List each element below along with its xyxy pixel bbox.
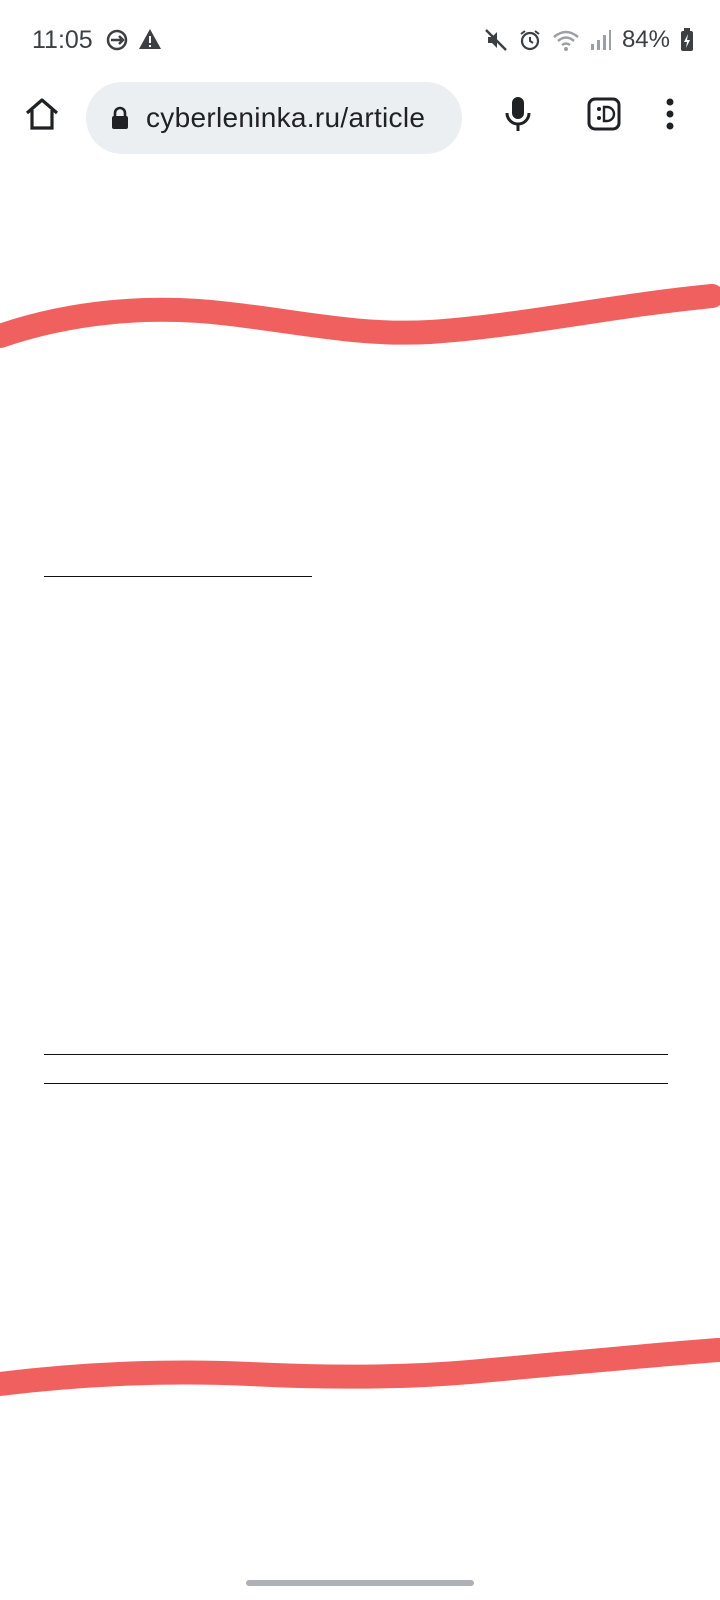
sync-icon xyxy=(104,28,130,52)
voice-search-button[interactable] xyxy=(496,92,540,140)
status-left-icons xyxy=(104,28,162,52)
gesture-nav-handle[interactable] xyxy=(246,1580,474,1586)
battery-percent: 84% xyxy=(621,26,670,53)
battery-icon xyxy=(680,28,694,52)
wifi-icon xyxy=(552,29,580,51)
more-vert-icon xyxy=(665,97,675,136)
signal-icon xyxy=(590,29,612,51)
address-bar[interactable] xyxy=(86,82,462,154)
mic-icon xyxy=(504,95,532,138)
footnote-divider xyxy=(44,576,312,577)
home-icon xyxy=(24,97,60,136)
extension-icon xyxy=(586,96,622,137)
home-button[interactable] xyxy=(20,94,64,138)
lock-icon[interactable] xyxy=(110,104,132,132)
status-time: 11:05 xyxy=(32,26,93,54)
status-right-icons xyxy=(484,26,694,54)
warning-icon xyxy=(138,28,162,52)
more-options-button[interactable] xyxy=(650,92,690,140)
pdf-viewer[interactable] xyxy=(0,164,720,1594)
upper-scribble xyxy=(0,296,712,336)
status-bar xyxy=(0,0,720,80)
url-text[interactable]: cyberleninka.ru/article xyxy=(146,102,426,133)
page-header xyxy=(44,1054,668,1084)
browser-toolbar xyxy=(0,80,720,164)
red-marker-scribbles xyxy=(0,164,720,1594)
alarm-icon xyxy=(518,28,542,52)
extension-button[interactable] xyxy=(582,94,626,138)
mute-icon xyxy=(484,28,508,52)
lower-scribble xyxy=(0,1350,718,1384)
